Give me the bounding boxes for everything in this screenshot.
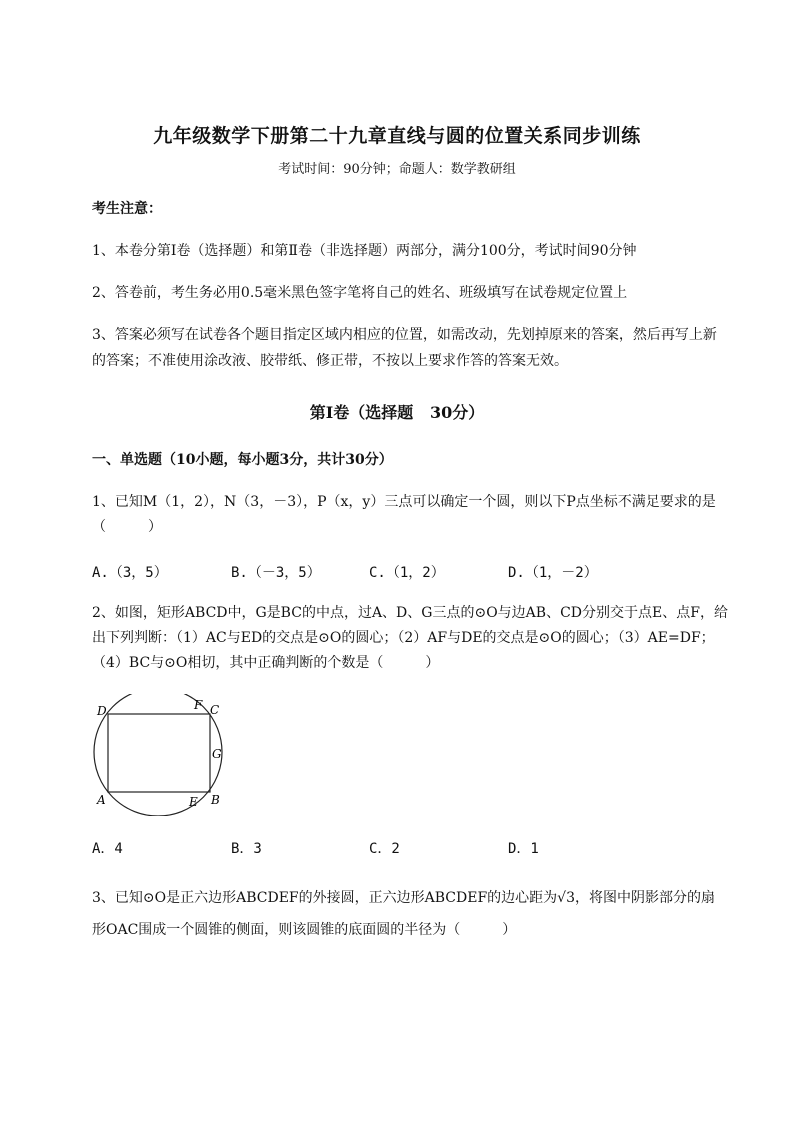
question-3-text — [92, 885, 715, 911]
option-c: C．2 — [369, 841, 400, 857]
circle-o — [94, 694, 222, 816]
option-b: B.（－3，5） — [231, 565, 321, 581]
page-title: 九年级数学下册第二十九章直线与圆的位置关系同步训练 — [153, 125, 641, 147]
notice-item: 1、本卷分第Ⅰ卷（选择题）和第Ⅱ卷（非选择题）两部分，满分100分，考试时间90分钟 — [92, 243, 637, 259]
label-e: E — [189, 795, 198, 809]
option-a: A．4 — [92, 841, 123, 857]
label-g: G — [212, 747, 222, 761]
question-2-text: （4）BC与⊙O相切，其中正确判断的个数是（ ） — [92, 655, 440, 671]
question-2-text: 出下列判断：（1）AC与ED的交点是⊙O的圆心；（2）AF与DE的交点是⊙O的圆心；（3）AE=DF； — [92, 630, 715, 646]
notice-item: 2、答卷前，考生务必用0.5毫米黑色签字笔将自己的姓名、班级填写在试卷规定位置上 — [92, 285, 628, 301]
label-f: F — [194, 698, 203, 712]
option-b: B．3 — [231, 841, 262, 857]
page-subtitle: 考试时间：90分钟；命题人：数学教研组 — [278, 162, 516, 177]
rectangle-abcd — [108, 714, 210, 792]
option-d: D.（1，－2） — [508, 565, 598, 581]
question-2-options — [92, 838, 712, 862]
notice-item: 的答案；不准使用涂改液、胶带纸、修正带，不按以上要求作答的答案无效。 — [92, 353, 568, 369]
question-3-text-b: ，将图中阴影部分的扇 — [575, 890, 715, 906]
notice-item: 3、答案必须写在试卷各个题目指定区域内相应的位置，如需改动，先划掉原来的答案，然后再写上新 — [92, 327, 717, 343]
question-1-options — [92, 562, 712, 586]
label-d: D — [97, 704, 107, 718]
part-heading: 一、单选题（10小题，每小题3分，共计30分） — [92, 452, 393, 468]
section-title: 第Ⅰ卷（选择题 30分） — [309, 403, 485, 422]
option-d: D．1 — [508, 841, 539, 857]
notice-heading: 考生注意： — [92, 201, 162, 217]
sqrt-three: √3 — [557, 890, 575, 906]
question-1-text: 1、已知M（1，2），N（3，－3），P（x，y）三点可以确定一个圆，则以下P点坐标不满足要求的是 — [92, 494, 716, 510]
label-b: B — [211, 793, 220, 807]
option-a: A.（3，5） — [92, 565, 168, 581]
circle-rectangle-figure — [88, 694, 238, 816]
question-2-text: 2、如图，矩形ABCD中，G是BC的中点，过A、D、G三点的⊙O与边AB、CD分别交于点E、点F，给 — [92, 605, 728, 621]
label-a: A — [97, 793, 106, 807]
question-3-text-a: 3、已知⊙O是正六边形ABCDEF的外接圆，正六边形ABCDEF的边心距为 — [92, 890, 558, 906]
question-1-blank: （ ） — [92, 519, 162, 535]
option-c: C.（1，2） — [369, 565, 445, 581]
label-c: C — [210, 703, 220, 717]
question-3-text: 形OAC围成一个圆锥的侧面，则该圆锥的底面圆的半径为（ ） — [92, 922, 517, 938]
